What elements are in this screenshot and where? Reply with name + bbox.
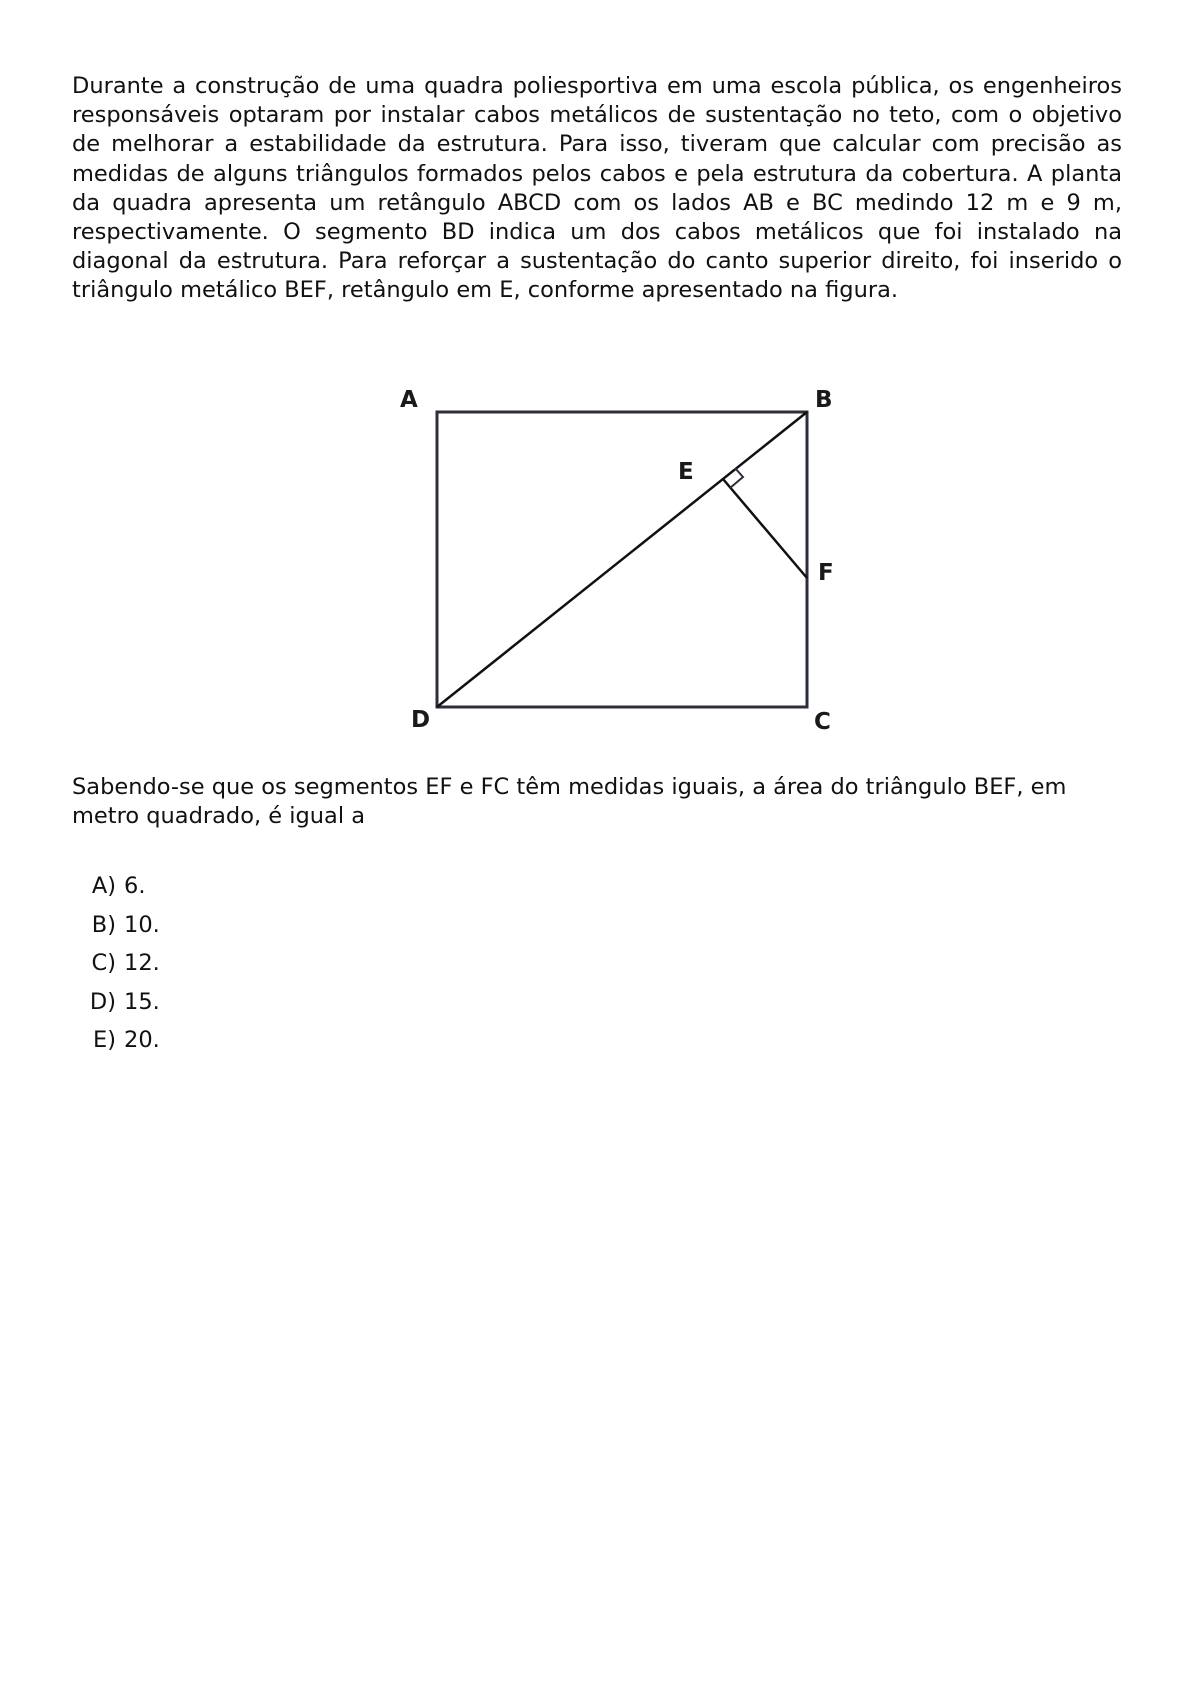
geometry-figure	[390, 380, 850, 740]
option-value: 15.	[124, 988, 160, 1015]
answer-options	[72, 873, 160, 1066]
question-prompt: Sabendo-se que os segmentos EF e FC têm medidas iguais, a área do triângulo BEF, em metro quadrado, é igual a	[72, 774, 1067, 830]
label-b: B	[815, 387, 833, 413]
option-letter: B)	[91, 911, 116, 938]
label-e: E	[678, 459, 694, 485]
option-d	[72, 989, 160, 1028]
option-b	[72, 912, 160, 951]
question-text: Durante a construção de uma quadra poliesportiva em uma escola pública, os engenheiros responsáveis optaram por instalar cabos metálicos de sustentação no teto, com o objetivo de melhorar a estabilidade da estrutura. Para isso, tiveram que calcular com precisão as medidas de alguns triângulos formados pelos cabos e pela estrutura da cobertura. A planta da quadra apresenta um retângulo ABCD com os lados AB e BC medindo 12 m e 9 m, respectivamente. O segmento BD indica um dos cabos metálicos que foi instalado na diagonal da estrutura. Para reforçar a sustentação do canto superior direito, foi inserido o triângulo metálico BEF, retângulo em E, conforme apresentado na figura.	[72, 73, 1122, 304]
option-value: 10.	[124, 911, 160, 938]
option-value: 20.	[124, 1027, 160, 1053]
label-d: D	[411, 707, 431, 733]
segment-ef	[723, 479, 807, 578]
option-letter: D)	[89, 988, 116, 1015]
option-value: 6.	[124, 873, 146, 899]
option-value: 12.	[124, 950, 160, 976]
option-letter: E)	[93, 1027, 116, 1053]
label-a: A	[400, 387, 418, 413]
rectangle-diagram	[390, 380, 850, 740]
option-a	[72, 873, 160, 912]
option-letter: C)	[91, 950, 116, 976]
option-c	[72, 950, 160, 989]
label-c: C	[814, 709, 831, 735]
label-f: F	[818, 560, 834, 586]
option-e	[72, 1027, 160, 1066]
option-letter: A)	[91, 873, 116, 899]
segment-bd	[437, 412, 807, 707]
